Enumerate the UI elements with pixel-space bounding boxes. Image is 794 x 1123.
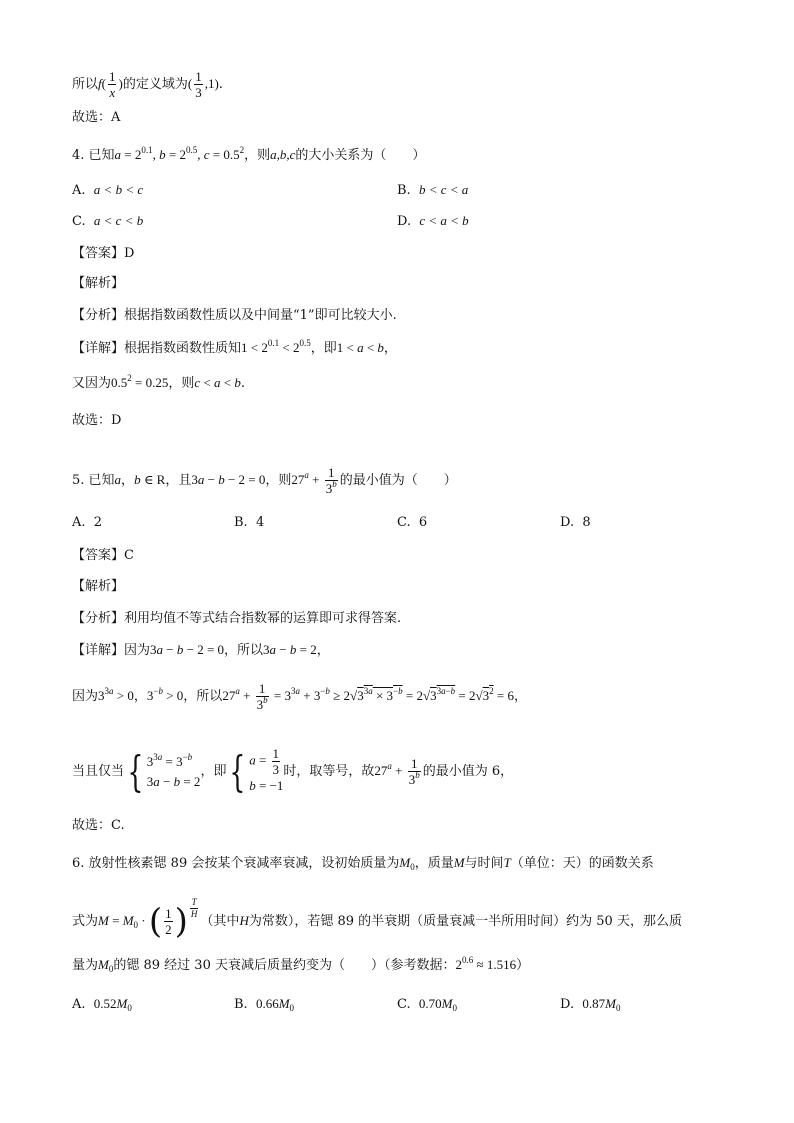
q6-line1: 6. 放射性核素锶 89 会按某个衰减率衰减，设初始质量为$M_0$，质量M与时间T（单位：天）的函数关系 xyxy=(72,855,654,872)
q5-stem: 5. 已知a，b ∈ R，且3a − b − 2 = 0，则$27^a$ + $\frac{1}{3^b}$ 的最小值为（ ） xyxy=(72,465,457,496)
q4-analysis-tag: 【解析】 xyxy=(72,276,125,291)
choose-a: 故选：A xyxy=(72,110,121,125)
q6-option-c[interactable]: C. $0.70M_0$ xyxy=(397,996,457,1013)
q5-xiangjie: 【详解】因为3a − b − 2 = 0，所以3a − b = 2， xyxy=(72,642,330,658)
fraction-one-over-3b: $\frac{1}{3^b}$ xyxy=(325,465,337,496)
q4-fenxi: 【分析】根据指数函数性质以及中间量“1”即可比较大小. xyxy=(72,308,397,323)
q4-option-c[interactable]: C. a < c < b xyxy=(72,213,144,229)
fraction-one-over-x: $\frac{1}{x}$ xyxy=(108,69,116,100)
q4-option-a[interactable]: A. a < b < c xyxy=(72,182,144,198)
q6-option-b[interactable]: B. $0.66M_0$ xyxy=(234,996,295,1013)
domain-conclusion-line: 所以f( $\frac{1}{x}$ )的定义域为( $\frac{1}{3}$ ,1). xyxy=(72,69,223,100)
fraction-one-over-3b-3: $\frac{1}{3^b}$ xyxy=(408,756,420,787)
equation-system-2: a = $\frac{1}{3}$ b = −1 xyxy=(249,746,284,793)
q4-stem: 4. 已知$a = 2^{0.1}$, $b = 2^{0.5}$, $c = 0.5^2$，则a,b,c的大小关系为（ ） xyxy=(72,145,426,163)
q4-choose: 故选：D xyxy=(72,413,122,428)
equation-system-1: $3^{3a} = 3^{-b}$ 3a − b = 2 xyxy=(146,751,201,789)
q4-option-b[interactable]: B. b < c < a xyxy=(397,182,469,198)
q5-option-d[interactable]: D. 8 xyxy=(560,515,591,530)
q5-option-b[interactable]: B. 4 xyxy=(234,515,265,530)
q6-option-a[interactable]: A. $0.52M_0$ xyxy=(72,996,132,1013)
q5-answer: 【答案】C xyxy=(72,548,134,563)
fraction-one-third: $\frac{1}{3}$ xyxy=(195,69,202,100)
q6-line2: 式为$M = M_0$ · ( $\frac{1}{2}$ ) $^{\frac{T}{H}}$ （其中H为常数），若锶 89 的半衰期（质量衰减一半所用时间）约为 50 天，那么质 xyxy=(72,897,682,942)
q5-because: 因为$3^{3a} > 0$，$3^{-b} > 0$，所以$27^a$ + $\frac{1}{3^b}$ = $3^{3a} + 3^{-b} \ge 2√3^{3a} \times 3^{-b} = 2√3^{3a-b} = 2√3^2 = 6$， xyxy=(72,681,527,712)
q5-option-a[interactable]: A. 2 xyxy=(72,515,103,530)
q5-fenxi: 【分析】利用均值不等式结合指数幂的运算即可求得答案. xyxy=(72,611,402,626)
q6-option-d[interactable]: D. $0.87M_0$ xyxy=(560,996,621,1013)
q5-analysis-tag: 【解析】 xyxy=(72,579,125,594)
q4-also: 又因为$0.5^2 = 0.25$，则c < a < b. xyxy=(72,373,245,391)
q6-line3: 量为$M_0$的锶 89 经过 30 天衰减后质量约变为（ ）（参考数据：$2^{0.6} \approx 1.516$） xyxy=(72,955,530,974)
q4-xiangjie: 【详解】根据指数函数性质知$1 < 2^{0.1} < 2^{0.5}$，即1 < a < b， xyxy=(72,338,397,356)
q5-choose: 故选：C. xyxy=(72,818,125,833)
q5-when: 当且仅当{ $3^{3a} = 3^{-b}$ 3a − b = 2 ，即{ a = $\frac{1}{3}$ b = −1 时，取等号，故$27^a$ + $\frac{1}{3^b}$ 的最小值为 6， xyxy=(72,746,514,796)
fraction-one-over-3b-2: $\frac{1}{3^b}$ xyxy=(256,681,268,712)
q5-option-c[interactable]: C. 6 xyxy=(397,515,428,530)
q4-answer: 【答案】D xyxy=(72,246,135,261)
q4-option-d[interactable]: D. c < a < b xyxy=(397,213,469,229)
